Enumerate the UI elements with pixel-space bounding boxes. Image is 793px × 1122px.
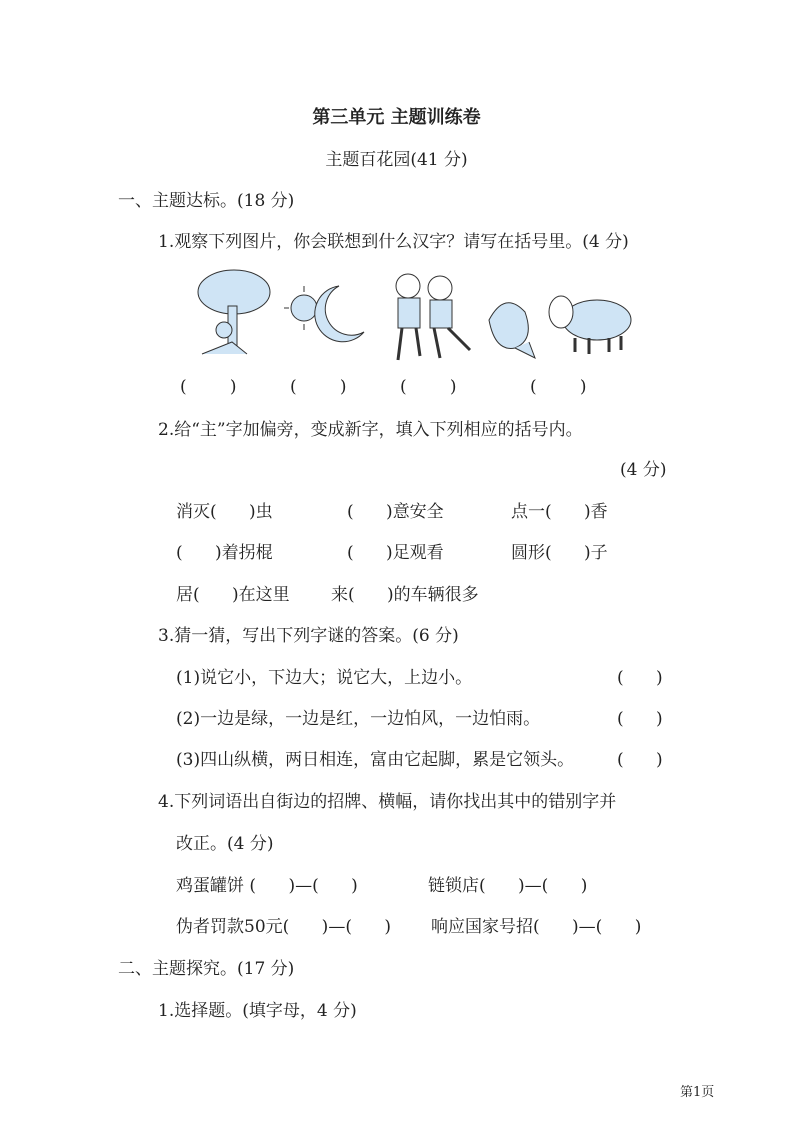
q1-blank-2[interactable]: ( ) xyxy=(290,377,347,397)
q4-prompt-cont: 改正。(4 分) xyxy=(176,834,274,854)
q1-blank-4[interactable]: ( ) xyxy=(530,377,587,397)
q3-prompt: 3.猜一猜，写出下列字谜的答案。(6 分) xyxy=(158,626,459,646)
page-number: 第1页 xyxy=(680,1085,715,1100)
q2-1-prompt: 1.选择题。(填字母，4 分) xyxy=(158,1001,357,1021)
q3-riddle-1: (1)说它小，下边大；说它大，上边小。 xyxy=(176,668,473,688)
q3-blank-1[interactable]: ( ) xyxy=(617,668,663,688)
q3-blank-3[interactable]: ( ) xyxy=(617,750,663,770)
q2-item[interactable]: ( )足观看 xyxy=(347,543,444,563)
q4-item[interactable]: 响应国家号招( )—( ) xyxy=(431,917,642,937)
q4-item[interactable]: 链锁店( )—( ) xyxy=(428,876,588,896)
q3-riddle-3: (3)四山纵横，两日相连，富由它起脚，累是它领头。 xyxy=(176,750,575,770)
q1-blank-3[interactable]: ( ) xyxy=(400,377,457,397)
section-1-heading: 一、主题达标。(18 分) xyxy=(118,191,295,211)
two-children-icon xyxy=(370,268,480,363)
q3-blank-2[interactable]: ( ) xyxy=(617,709,663,729)
q2-prompt: 2.给“主”字加偏旁，变成新字，填入下列相应的括号内。 xyxy=(158,420,583,440)
q4-item[interactable]: 鸡蛋罐饼 ( )—( ) xyxy=(176,876,358,896)
tree-person-icon xyxy=(192,262,272,364)
q4-item[interactable]: 伪者罚款50元( )—( ) xyxy=(176,917,392,937)
q2-item[interactable]: 消灭( )虫 xyxy=(176,502,273,522)
q2-item[interactable]: 来( )的车辆很多 xyxy=(331,585,479,605)
subtitle: 主题百花园(41 分) xyxy=(325,150,468,170)
q1-blank-1[interactable]: ( ) xyxy=(180,377,237,397)
q2-item[interactable]: 圆形( )子 xyxy=(511,543,608,563)
q2-item[interactable]: ( )着拐棍 xyxy=(176,543,273,563)
section-2-heading: 二、主题探究。(17 分) xyxy=(118,959,295,979)
q3-riddle-2: (2)一边是绿，一边是红，一边怕风，一边怕雨。 xyxy=(176,709,541,729)
fish-sheep-icon xyxy=(485,290,635,360)
q2-item[interactable]: 点一( )香 xyxy=(511,502,608,522)
page-title: 第三单元 主题训练卷 xyxy=(312,107,481,128)
q2-item[interactable]: 居( )在这里 xyxy=(176,585,290,605)
q2-item[interactable]: ( )意安全 xyxy=(347,502,444,522)
q2-score: (4 分) xyxy=(620,460,667,480)
q4-prompt: 4.下列词语出自街边的招牌、横幅，请你找出其中的错别字并 xyxy=(158,792,617,812)
q1-prompt: 1.观察下列图片，你会联想到什么汉字？请写在括号里。(4 分) xyxy=(158,232,629,252)
sun-moon-icon xyxy=(284,284,368,344)
